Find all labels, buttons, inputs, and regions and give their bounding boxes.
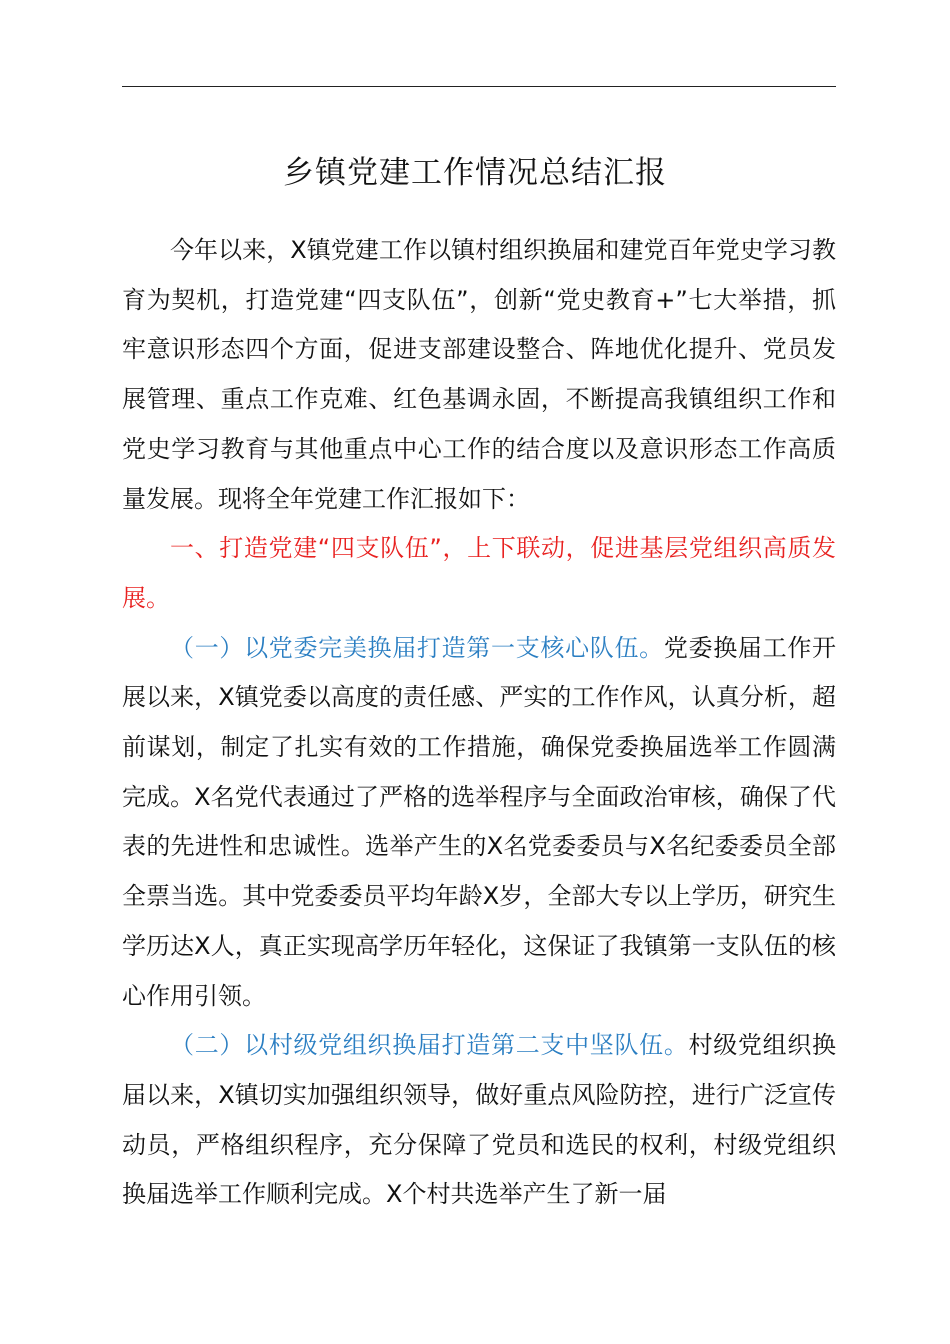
intro-paragraph: 今年以来，X镇党建工作以镇村组织换届和建党百年党史学习教育为契机，打造党建“四支队伍”，创新“党史教育+”七大举措，抓牢意识形态四个方面，促进支部建设整合、阵地优化提升、党员发展管理、重点工作克难、红色基调永固，不断提高我镇组织工作和党史学习教育与其他重点中心工作的结合度以及意识形态工作高质量发展。现将全年党建工作汇报如下： (122, 236, 836, 513)
item-text-2: 村级党组织换届以来，X镇切实加强组织领导，做好重点风险防控，进行广泛宣传动员，严格组织程序，充分保障了党员和选民的权利，村级党组织换届选举工作顺利完成。X个村共选举产生了新一届 (122, 1031, 837, 1209)
item-paragraph-2 (122, 1021, 836, 1220)
document-body (122, 226, 836, 1220)
item-heading-1: （一）以党委完美换届打造第一支核心队伍。 (170, 633, 664, 662)
document-title: 乡镇党建工作情况总结汇报 (283, 155, 667, 191)
header-rule (122, 86, 836, 87)
item-heading-2: （二）以村级党组织换届打造第二支中坚队伍。 (170, 1031, 689, 1060)
item-text-1: 党委换届工作开展以来，X镇党委以高度的责任感、严实的工作作风，认真分析，超前谋划，制定了扎实有效的工作措施，确保党委换届选举工作圆满完成。X名党代表通过了严格的选举程序与全面政治审核，确保了代表的先进性和忠诚性。选举产生的X名党委委员与X名纪委委员全部全票当选。其中党委委员平均年龄X岁，全部大专以上学历，研究生学历达X人，真正实现高学历年轻化，这保证了我镇第一支队伍的核心作用引领。 (122, 633, 837, 1010)
item-paragraph-1 (122, 624, 836, 1022)
section-heading-1: 一、打造党建“四支队伍”，上下联动，促进基层党组织高质发展。 (122, 534, 836, 612)
